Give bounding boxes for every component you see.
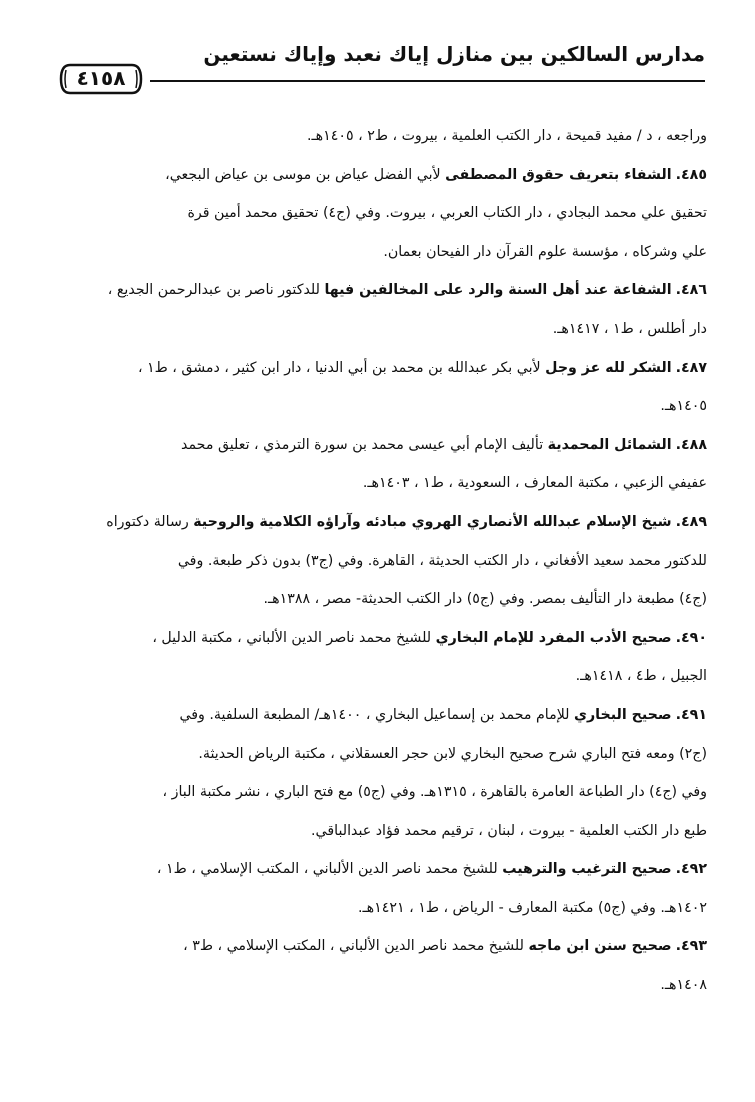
entry-title: الشكر لله عز وجل (545, 359, 672, 376)
bibliography-continuation-line (48, 233, 707, 272)
page-number-badge (58, 62, 144, 96)
entry-number: ٤٨٩. (675, 513, 707, 530)
bibliography-continuation-line (48, 966, 707, 1005)
bibliography-continuation-line (48, 464, 707, 503)
bibliography-continuation-line (48, 657, 707, 696)
entry-title: الشفاء بتعريف حقوق المصطفى (445, 166, 672, 183)
bibliography-entry-line (48, 850, 707, 889)
bibliography-continuation-line (48, 580, 707, 619)
entry-title: الشمائل المحمدية (547, 436, 672, 453)
entry-text: عفيفي الزعبي ، مكتبة المعارف ، السعودية ، ط١ ، ١٤٠٣هـ. (362, 475, 707, 492)
entry-text: للإمام محمد بن إسماعيل البخاري ، ١٤٠٠هـ/ المطبعة السلفية. وفي (179, 706, 575, 723)
bibliography-entry-line (48, 619, 707, 658)
bibliography-entry-line (48, 927, 707, 966)
entry-title: صحيح سنن ابن ماجه (528, 938, 672, 955)
entry-title: صحيح البخاري (574, 706, 672, 723)
entry-text: لأبي الفضل عياض بن موسى بن عياض البجعي، (165, 166, 446, 183)
entry-title: صحيح الترغيب والترهيب (502, 861, 672, 878)
bibliography-list (48, 117, 707, 1005)
entry-text: وفي (ج٤) دار الطباعة العامرة بالقاهرة ، ١٣١٥هـ. وفي (ج٥) مع فتح الباري ، نشر مكتبة الباز ، (162, 784, 707, 801)
page-header (50, 38, 705, 92)
bibliography-continuation-line (48, 542, 707, 581)
bibliography-entry-line (48, 156, 707, 195)
entry-text: ١٤٠٥هـ. (660, 398, 707, 415)
bibliography-continuation-line (48, 117, 707, 156)
entry-title: صحيح الأدب المفرد للإمام البخاري (435, 629, 672, 646)
bibliography-continuation-line (48, 773, 707, 812)
entry-text: ١٤٠٢هـ. وفي (ج٥) مكتبة المعارف - الرياض ، ط١ ، ١٤٢١هـ. (357, 899, 707, 916)
entry-text: الجبيل ، ط٤ ، ١٤١٨هـ. (575, 668, 707, 685)
entry-title: الشفاعة عند أهل السنة والرد على المخالفين فيها (324, 282, 672, 299)
entry-text: تأليف الإمام أبي عيسى محمد بن سورة الترمذي ، تعليق محمد (181, 436, 548, 453)
entry-text: (ج٢) ومعه فتح الباري شرح صحيح البخاري لابن حجر العسقلاني ، مكتبة الرياض الحديثة. (198, 745, 707, 762)
entry-text: طبع دار الكتب العلمية - بيروت ، لبنان ، ترقيم محمد فؤاد عبدالباقي. (311, 822, 707, 839)
entry-number: ٤٨٨. (675, 436, 707, 453)
entry-number: ٤٨٦. (675, 282, 707, 299)
bibliography-entry-line (48, 426, 707, 465)
bibliography-continuation-line (48, 735, 707, 774)
entry-text: علي وشركاه ، مؤسسة علوم القرآن دار الفيحان بعمان. (383, 243, 707, 260)
page-number: ٤١٥٨ (76, 66, 126, 90)
bibliography-entry-line (48, 271, 707, 310)
entry-text: رسالة دكتوراه (106, 513, 194, 530)
bibliography-continuation-line (48, 812, 707, 851)
entry-number: ٤٩٣. (675, 938, 707, 955)
entry-text: (ج٤) مطبعة دار التأليف بمصر. وفي (ج٥) دار الكتب الحديثة- مصر ، ١٣٨٨هـ. (263, 591, 707, 608)
entry-title: شيخ الإسلام عبدالله الأنصاري الهروي مبادئه وآراؤه الكلامية والروحية (193, 513, 672, 530)
entry-text: تحقيق علي محمد البجادي ، دار الكتاب العربي ، بيروت. وفي (ج٤) تحقيق محمد أمين قرة (187, 205, 707, 222)
entry-text: للدكتور محمد سعيد الأفغاني ، دار الكتب الحديثة ، القاهرة. وفي (ج٣) بدون ذكر طبعة. وفي (177, 552, 707, 569)
running-title: مدارس السالكين بين منازل إياك نعبد وإياك نستعين (203, 42, 705, 66)
bibliography-continuation-line (48, 387, 707, 426)
entry-text: للشيخ محمد ناصر الدين الألباني ، مكتبة الدليل ، (152, 629, 436, 646)
header-rule (150, 80, 705, 82)
entry-text: للشيخ محمد ناصر الدين الألباني ، المكتب الإسلامي ، ط١ ، (156, 861, 503, 878)
entry-text: دار أطلس ، ط١ ، ١٤١٧هـ. (552, 320, 707, 337)
entry-text: للشيخ محمد ناصر الدين الألباني ، المكتب الإسلامي ، ط٣ ، (183, 938, 529, 955)
bibliography-entry-line (48, 503, 707, 542)
bibliography-entry-line (48, 696, 707, 735)
bibliography-continuation-line (48, 310, 707, 349)
bibliography-entry-line (48, 349, 707, 388)
entry-number: ٤٩١. (675, 706, 707, 723)
entry-text: ١٤٠٨هـ. (660, 977, 707, 994)
bibliography-continuation-line (48, 194, 707, 233)
entry-number: ٤٨٧. (675, 359, 707, 376)
entry-text: وراجعه ، د / مفيد قميحة ، دار الكتب العلمية ، بيروت ، ط٢ ، ١٤٠٥هـ. (306, 128, 707, 144)
entry-number: ٤٩٢. (675, 861, 707, 878)
bibliography-continuation-line (48, 889, 707, 928)
entry-text: لأبي بكر عبدالله بن محمد بن أبي الدنيا ، دار ابن كثير ، دمشق ، ط١ ، (137, 359, 546, 376)
entry-number: ٤٨٥. (675, 166, 707, 183)
entry-text: للدكتور ناصر بن عبدالرحمن الجديع ، (107, 282, 325, 299)
entry-number: ٤٩٠. (675, 629, 707, 646)
